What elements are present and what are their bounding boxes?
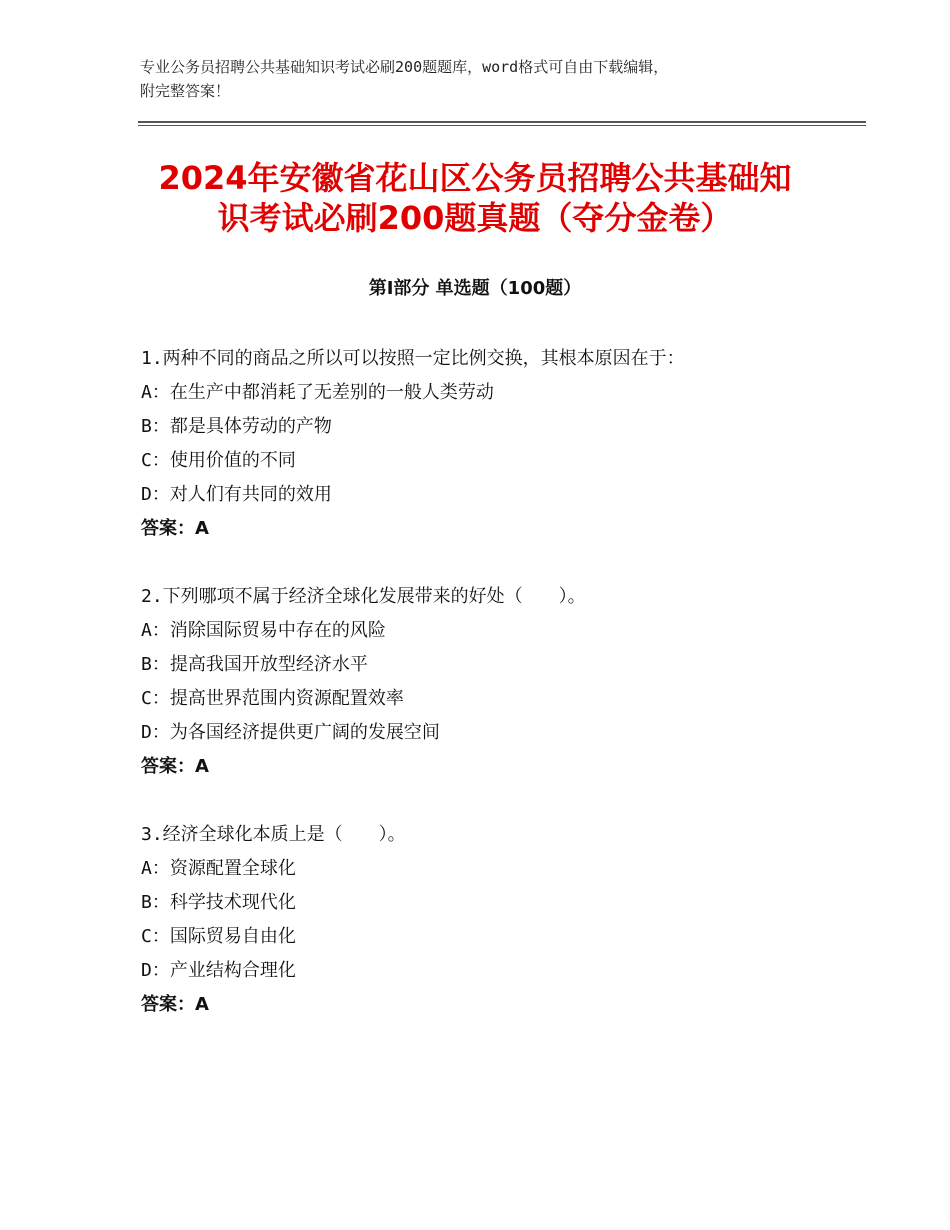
option-a: A：消除国际贸易中存在的风险 xyxy=(141,620,386,641)
option-c: C：使用价值的不同 xyxy=(141,450,296,471)
section-heading: 第Ⅰ部分 单选题（100题） xyxy=(368,278,582,299)
header-note-line-1: 专业公务员招聘公共基础知识考试必刷200题题库，word格式可自由下载编辑， xyxy=(140,58,669,76)
document-title xyxy=(130,158,820,238)
option-b: B：都是具体劳动的产物 xyxy=(141,416,332,437)
option-d: D：对人们有共同的效用 xyxy=(141,484,332,505)
header-divider xyxy=(138,121,866,126)
option-a: A：资源配置全球化 xyxy=(141,858,296,879)
answer-label: 答案：A xyxy=(141,518,209,539)
question-2 xyxy=(141,580,861,784)
option-a: A：在生产中都消耗了无差别的一般人类劳动 xyxy=(141,382,494,403)
header-divider-thin xyxy=(138,125,866,126)
question-stem: 2.下列哪项不属于经济全球化发展带来的好处（ ）。 xyxy=(141,586,586,607)
document-title-line-2: 识考试必刷200题真题（夺分金卷） xyxy=(217,199,733,237)
document-title-line-1: 2024年安徽省花山区公务员招聘公共基础知 xyxy=(158,159,792,197)
header-note xyxy=(140,55,840,103)
header-divider-thick xyxy=(138,121,866,123)
question-3 xyxy=(141,818,861,1022)
option-d: D：为各国经济提供更广阔的发展空间 xyxy=(141,722,440,743)
question-list xyxy=(141,342,861,1056)
question-stem: 1.两种不同的商品之所以可以按照一定比例交换，其根本原因在于： xyxy=(141,348,685,369)
option-c: C：国际贸易自由化 xyxy=(141,926,296,947)
question-stem: 3.经济全球化本质上是（ ）。 xyxy=(141,824,406,845)
option-b: B：科学技术现代化 xyxy=(141,892,296,913)
option-c: C：提高世界范围内资源配置效率 xyxy=(141,688,404,709)
option-d: D：产业结构合理化 xyxy=(141,960,296,981)
option-b: B：提高我国开放型经济水平 xyxy=(141,654,368,675)
answer-label: 答案：A xyxy=(141,994,209,1015)
question-1 xyxy=(141,342,861,546)
answer-label: 答案：A xyxy=(141,756,209,777)
header-note-line-2: 附完整答案！ xyxy=(140,82,231,100)
